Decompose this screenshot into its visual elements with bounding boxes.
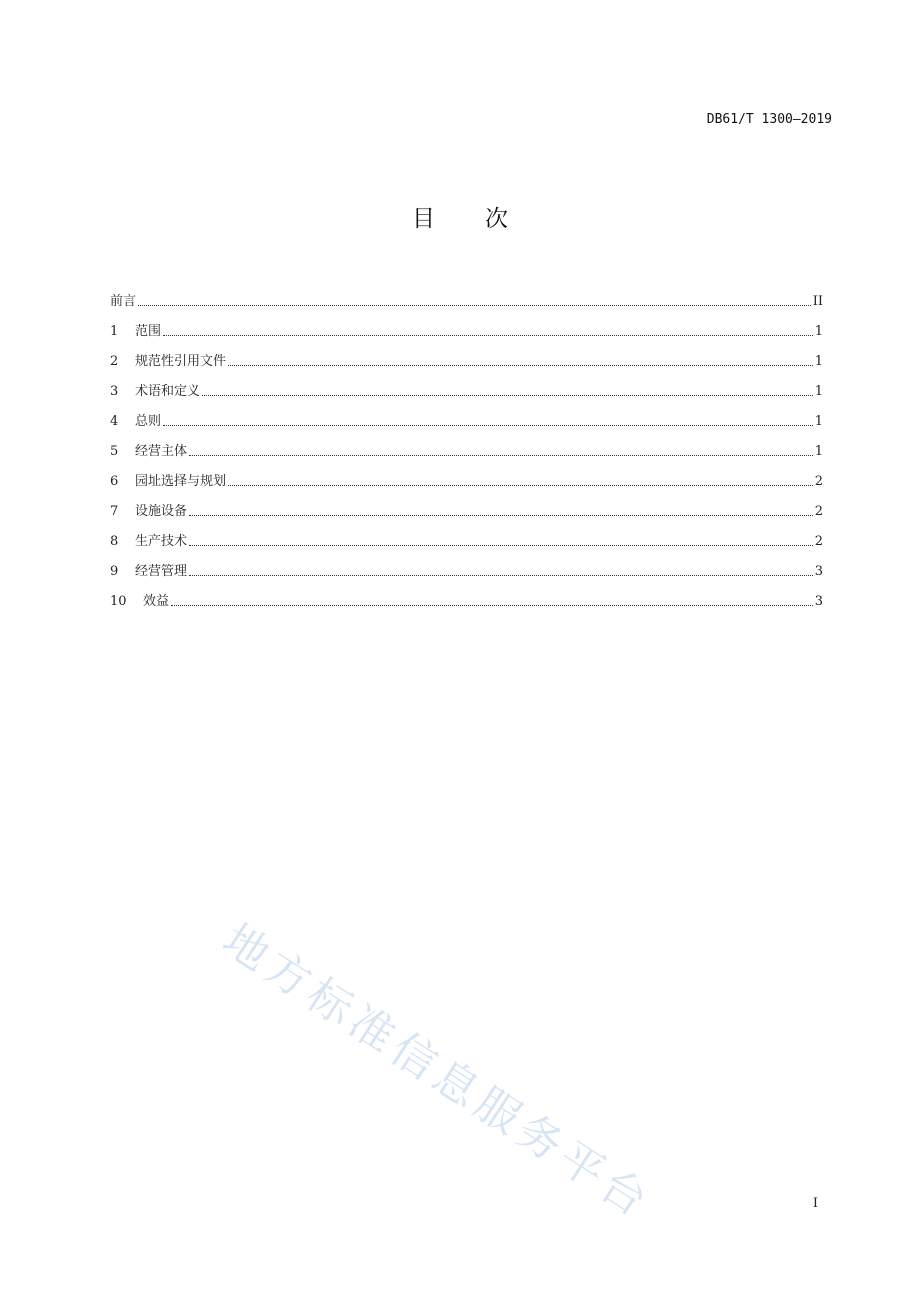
toc-entry-label: 效益 [143,594,170,609]
table-of-contents [110,279,823,609]
toc-entry-10[interactable] [110,579,823,609]
toc-title-char-1: 目 [412,206,435,232]
toc-entry-label: 设施设备 [135,504,188,519]
toc-entry-number: 2 [110,354,119,369]
toc-entry-label: 范围 [135,324,162,339]
toc-entry-label: 前言 [110,294,137,309]
toc-entry-label: 经营管理 [135,564,188,579]
watermark-text: 地方标准信息服务平台 [213,914,661,1230]
toc-entry-number: 5 [110,444,119,459]
toc-leader-dots [202,394,813,396]
toc-entry-5[interactable] [110,429,823,459]
toc-entry-8[interactable] [110,519,823,549]
toc-entry-6[interactable] [110,459,823,489]
toc-entry-3[interactable] [110,369,823,399]
toc-entry-label: 规范性引用文件 [135,354,227,369]
toc-entry-page: 3 [814,564,823,579]
toc-leader-dots [228,364,813,366]
toc-leader-dots [189,514,813,516]
toc-title [0,200,920,233]
toc-entry-number: 4 [110,414,119,429]
toc-entry-4[interactable] [110,399,823,429]
toc-entry-1[interactable] [110,309,823,339]
toc-entry-page: 1 [814,444,823,459]
toc-entry-number: 6 [110,474,119,489]
toc-entry-number: 7 [110,504,119,519]
toc-entry-page: 1 [814,324,823,339]
toc-entry-2[interactable] [110,339,823,369]
toc-title-char-2: 次 [485,206,508,232]
toc-entry-page: 1 [814,354,823,369]
toc-leader-dots [138,304,811,306]
toc-entry-page: II [812,294,823,309]
toc-leader-dots [189,544,813,546]
toc-leader-dots [228,484,813,486]
toc-leader-dots [171,604,813,606]
toc-entry-page: 1 [814,384,823,399]
document-code: DB61/T 1300—2019 [706,112,832,127]
toc-entry-number: 3 [110,384,119,399]
toc-entry-label: 经营主体 [135,444,188,459]
toc-entry-number: 10 [110,594,127,609]
toc-entry-9[interactable] [110,549,823,579]
toc-entry-label: 生产技术 [135,534,188,549]
toc-entry-number: 9 [110,564,119,579]
toc-entry-label: 术语和定义 [135,384,201,399]
toc-entry-number: 8 [110,534,119,549]
toc-leader-dots [189,454,813,456]
toc-entry-label: 园址选择与规划 [135,474,227,489]
toc-leader-dots [189,574,813,576]
toc-leader-dots [163,334,813,336]
toc-entry-page: 3 [814,594,823,609]
page-number: I [812,1196,818,1211]
toc-entry-page: 2 [814,474,823,489]
toc-entry-page: 1 [814,414,823,429]
toc-entry-label: 总则 [135,414,162,429]
toc-entry-number: 1 [110,324,119,339]
toc-entry-page: 2 [814,534,823,549]
toc-entry-page: 2 [814,504,823,519]
toc-leader-dots [163,424,813,426]
toc-entry-foreword[interactable] [110,279,823,309]
toc-entry-7[interactable] [110,489,823,519]
